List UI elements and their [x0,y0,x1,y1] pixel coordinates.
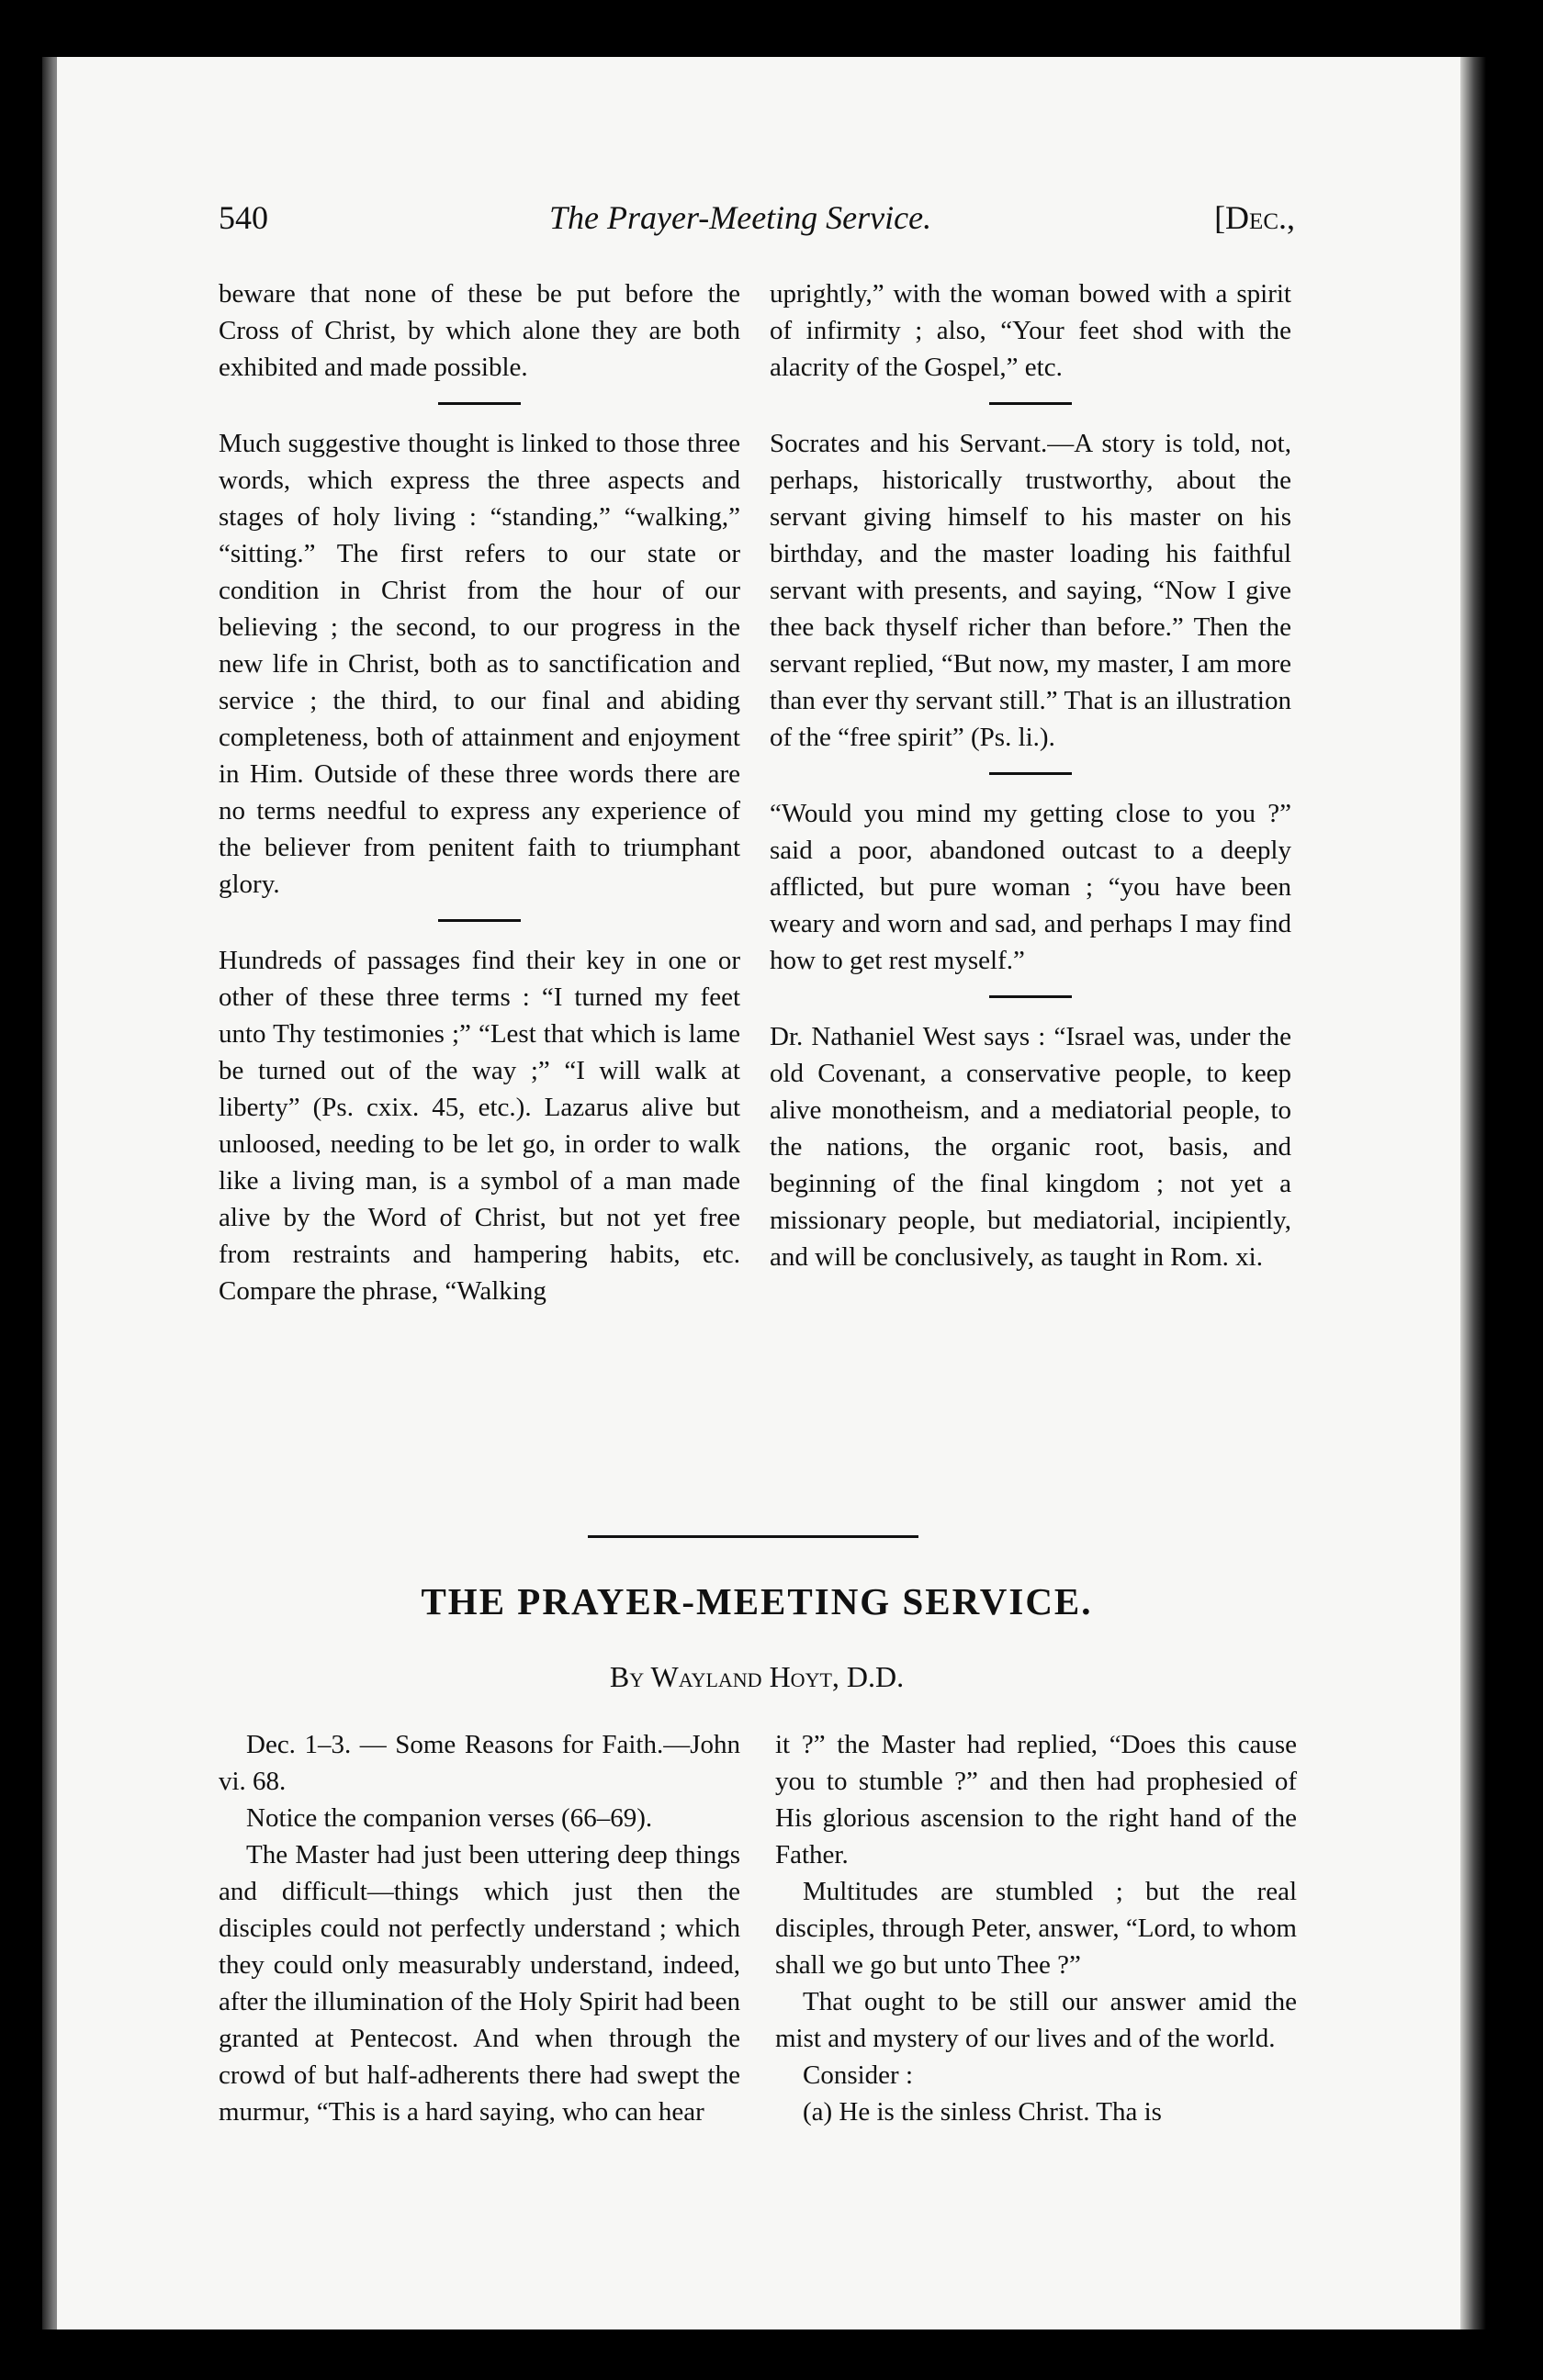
section-rule [989,772,1072,775]
paragraph: The Master had just been uttering deep things and difficult—things which just then the disciples could not perfectly understand ; which they could only measurably understand, indeed, after the illumination of the Holy Spirit had been granted at Pentecost. And when through the crowd of but half-adherents there had swept the murmur, “This is a hard saying, who can hear [219,1840,740,2127]
byline: By Wayland Hoyt, D.D. [609,1660,905,1693]
paragraph: That ought to be still our answer amid the mist and mystery of our lives and of the world. [775,1987,1297,2053]
paragraph: it ?” the Master had replied, “Does this cause you to stumble ?” and then had prophesied of His glorious ascension to the right hand of the Father. [775,1730,1297,1869]
paragraph: uprightly,” with the woman bowed with a spirit of infirmity ; also, “Your feet shod with the alacrity of the Gospel,” etc. [770,279,1291,382]
running-head [219,198,1295,253]
section-title: THE PRAYER-MEETING SERVICE. [421,1580,1093,1622]
paragraph: Hundreds of passages find their key in one or other of these three terms : “I turned my feet unto Thy testimonies ;” “Lest that which is lame be turned out of the way ;” “I will walk at liberty” (Ps. cxix. 45, etc.). Lazarus alive but unloosed, needing to be let go, in order to walk like a living man, is a symbol of a man made alive by the Word of Christ, but not yet free from restraints and hampering habits, etc. Compare the phrase, “Walking [219,946,740,1306]
section-divider [588,1535,918,1538]
lower-right-column [775,1726,1297,2130]
page-number: 540 [219,199,268,236]
right-column [770,275,1291,1275]
section-rule [989,402,1072,405]
left-column [219,275,740,1309]
paragraph: Consider : [803,2060,914,2090]
section-rule [438,919,521,922]
book-gutter [1460,57,1486,2329]
running-title: The Prayer-Meeting Service. [549,199,932,236]
paragraph: (a) He is the sinless Christ. Tha is [803,2097,1162,2127]
paragraph: beware that none of these be put before the Cross of Christ, by which alone they are both exhibited and made possible. [219,279,740,382]
paragraph: Multitudes are stumbled ; but the real disciples, through Peter, answer, “Lord, to whom shall we go but unto Thee ?” [775,1877,1297,1980]
paragraph: “Would you mind my getting close to you ?” said a poor, abandoned outcast to a deeply afflicted, but pure woman ; “you have been weary and worn and sad, and perhaps I may find how to get rest myself.” [770,799,1291,975]
lower-left-column [219,1726,740,2130]
entry-heading: Dec. 1–3. — Some Reasons for Faith.—John vi. 68. [219,1730,740,1796]
paragraph: Notice the companion verses (66–69). [246,1803,653,1833]
paragraph: Dr. Nathaniel West says : “Israel was, under the old Covenant, a conservative people, to keep alive monotheism, and a mediatorial people, to the nations, the organic root, basis, and beginning of the final kingdom ; not yet a missionary people, but mediatorial, incipiently, and will be conclusively, as taught in Rom. xi. [770,1022,1291,1272]
paragraph: Socrates and his Servant.—A story is told, not, perhaps, historically trustworthy, about the servant giving himself to his master on his birthday, and the master loading his faithful servant with presents, and saying, “Now I give thee back thyself richer than before.” Then the servant replied, “But now, my master, I am more than ever thy servant still.” That is an illustration of the “free spirit” (Ps. li.). [770,429,1291,752]
section-rule [989,995,1072,998]
paragraph: Much suggestive thought is linked to those three words, which express the three aspects and stages of holy living : “standing,” “walking,” “sitting.” The first refers to our state or condition in Christ from the hour of our believing ; the second, to our progress in the new life in Christ, both as to sanctification and service ; the third, to our final and abiding completeness, both of attainment and enjoyment in Him. Outside of these three words there are no terms needful to express any experience of the believer from penitent faith to triumphant glory. [219,429,740,899]
running-month: [Dec., [1214,199,1295,236]
section-rule [438,402,521,405]
